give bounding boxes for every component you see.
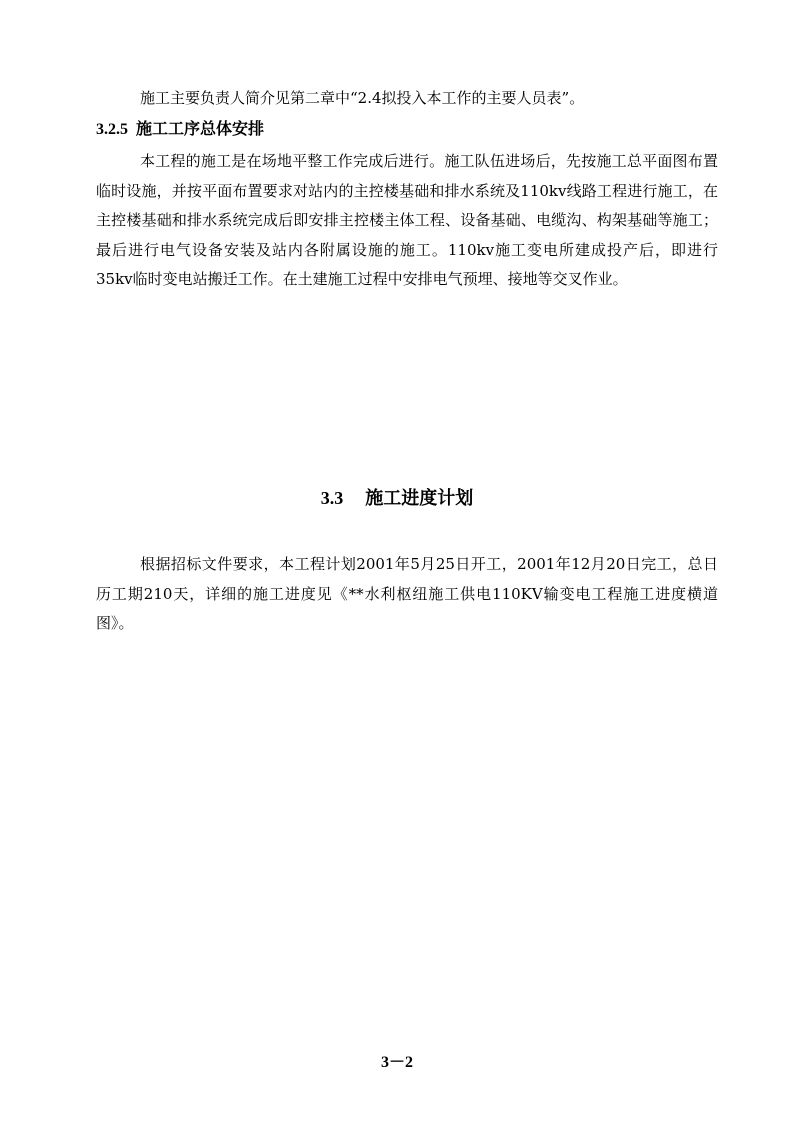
page-number: 3－2 <box>380 1054 413 1071</box>
intro-paragraph: 施工主要负责人简介见第二章中“2.4拟投入本工作的主要人员表”。 <box>140 89 585 107</box>
section-33-heading <box>0 484 794 513</box>
section-325-heading <box>96 116 264 143</box>
section-325-number: 3.2.5 <box>96 121 128 138</box>
section-33-body: 根据招标文件要求，本工程计划2001年5月25日开工，2001年12月20日完工，总日历工期210天，详细的施工进度见《**水利枢纽施工供电110KV输变电工程施工进度横道图》。 <box>96 555 718 632</box>
section-33-number: 3.3 <box>320 488 344 508</box>
section-33-title: 施工进度计划 <box>365 488 474 509</box>
section-325-title: 施工工序总体安排 <box>136 119 265 138</box>
section-325-body: 本工程的施工是在场地平整工作完成后进行。施工队伍进场后，先按施工总平面图布置临时设施，并按平面布置要求对站内的主控楼基础和排水系统及110kv线路工程进行施工，在主控楼基础和排水系统完成后即安排主控楼主体工程、设备基础、电缆沟、构架基础等施工；最后进行电气设备安装及站内各附属设施的施工。110kv施工变电所建成投产后，即进行35kv临时变电站搬迁工作。在土建施工过程中安排电气预埋、接地等交叉作业。 <box>96 152 718 288</box>
